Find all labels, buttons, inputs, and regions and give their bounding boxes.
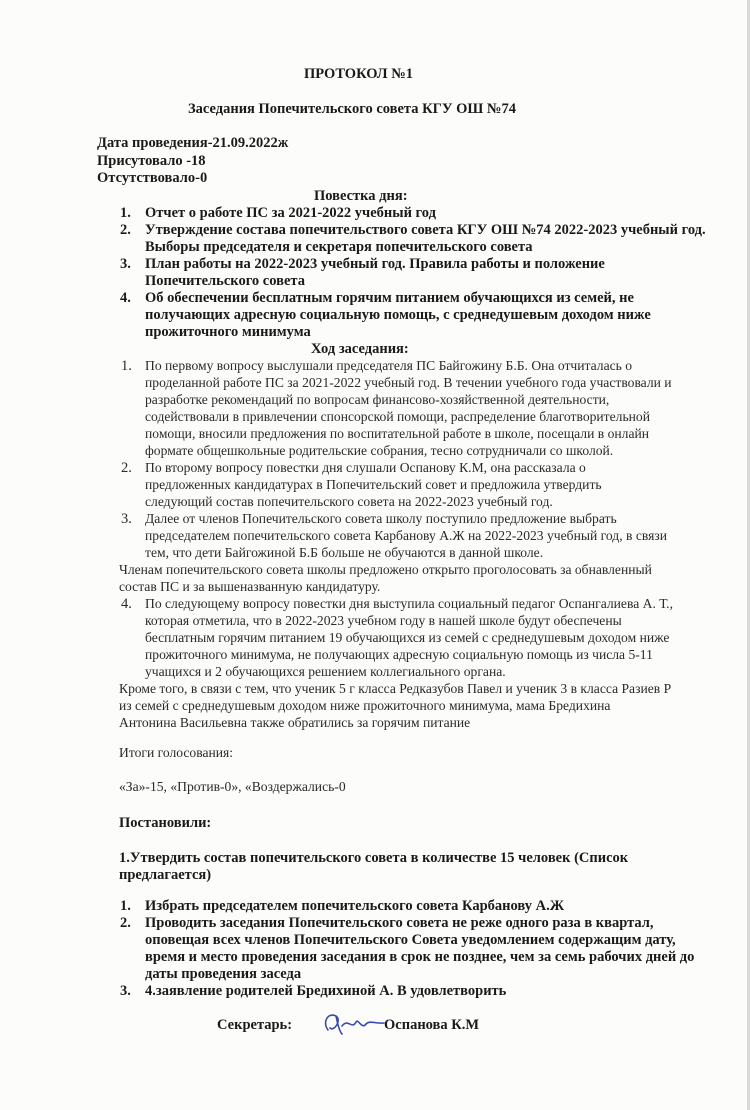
proceedings-item-number: 4. bbox=[121, 596, 132, 612]
proceedings-text: По первому вопросу выслушали председателя ПС Байгожину Б.Б. Она отчиталась о bbox=[145, 358, 633, 373]
proceedings-text: формате общешкольные родительские собрания, тесно сотрудничали со школой. bbox=[145, 443, 614, 458]
proceedings-text: По второму вопросу повестки дня слушали Оспанову К.М, она рассказала о bbox=[145, 460, 586, 475]
besides-paragraph-line: Антонина Васильевна также обратились за горячим питание bbox=[119, 715, 471, 730]
proceedings-text: бесплатным горячим питанием 19 обучающихся из семей с среднедушевым доходом ниже bbox=[145, 630, 670, 645]
resolution-main-line: 1.Утвердить состав попечительского совета в количестве 15 человек (Список bbox=[119, 850, 629, 866]
proceedings-text: которая отметила, что в 2022-2023 учебном году в нашей школе будут обеспечены bbox=[145, 613, 622, 628]
proceedings-text: помощи, вносили предложения по воспитательной работе в школе, посещали в онлайн bbox=[145, 426, 650, 441]
resolution-text: время и место проведения заседания в срок не позднее, чем за семь рабочих дней до bbox=[145, 949, 695, 965]
agenda-item-text: получающих адресную социальную помощь, с среднедушевым доходом ниже bbox=[145, 307, 651, 323]
secretary-name: Оспанова К.М bbox=[384, 1017, 480, 1033]
meeting-date: Дата проведения-21.09.2022ж bbox=[97, 135, 289, 151]
resolved-heading: Постановили: bbox=[119, 815, 212, 831]
signature-mark bbox=[318, 1008, 390, 1040]
absent-count: Отсутствовало-0 bbox=[97, 170, 208, 186]
agenda-item-text: Выборы председателя и секретаря попечительского совета bbox=[145, 239, 533, 255]
proceedings-item-number: 3. bbox=[121, 511, 132, 527]
agenda-item-text: Утверждение состава попечительствого совета КГУ ОШ №74 2022-2023 учебный год. bbox=[145, 222, 706, 238]
document-title: ПРОТОКОЛ №1 bbox=[304, 66, 414, 82]
resolution-text: оповещая всех членов Попечительского Совета уведомлением содержащим дату, bbox=[145, 932, 676, 948]
proceedings-text: Далее от членов Попечительского совета школу поступило предложение выбрать bbox=[145, 511, 617, 526]
proceedings-text: прожиточного минимума, не получающих адресную социальную помощь из числа 5-11 bbox=[145, 647, 653, 662]
proceedings-text: учащихся и 2 обучающихся решением коллегиального органа. bbox=[145, 664, 506, 679]
proceedings-item-number: 2. bbox=[121, 460, 132, 476]
resolution-main-line: предлагается) bbox=[119, 867, 212, 883]
agenda-item-text: прожиточного минимума bbox=[145, 324, 311, 340]
proceedings-heading: Ход заседания: bbox=[311, 341, 409, 357]
proceedings-text: По следующему вопросу повестки дня выступила социальный педагог Оспангалиева А. Т., bbox=[145, 596, 673, 611]
present-count: Присутовало -18 bbox=[97, 153, 206, 169]
voting-heading: Итоги голосования: bbox=[119, 745, 234, 760]
resolution-number: 2. bbox=[120, 915, 131, 931]
agenda-heading: Повестка дня: bbox=[314, 188, 408, 204]
agenda-item-text: Попечительского совета bbox=[145, 273, 305, 289]
proceedings-text: содействовали в привлечении спонсорской помощи, распределение благотворительной bbox=[145, 409, 650, 424]
agenda-item-number: 4. bbox=[120, 290, 131, 306]
besides-paragraph-line: Кроме того, в связи с тем, что ученик 5 г класса Редказубов Павел и ученик 3 в класса Разиев Р bbox=[119, 681, 672, 696]
agenda-item-number: 2. bbox=[120, 222, 131, 238]
voting-result: «За»-15, «Против-0», «Воздержались-0 bbox=[119, 779, 346, 794]
proceedings-text: председателем попечительского совета Карбанову А.Ж на 2022-2023 учебный год, в связи bbox=[145, 528, 668, 543]
resolution-number: 3. bbox=[120, 983, 131, 999]
proceedings-text: следующий состав попечительского совета на 2022-2023 учебный год. bbox=[145, 494, 553, 509]
proceedings-text: тем, что дети Байгожиной Б.Б больше не обучаются в данной школе. bbox=[145, 545, 544, 560]
agenda-item-text: Отчет о работе ПС за 2021-2022 учебный год bbox=[145, 205, 436, 221]
secretary-label: Секретарь: bbox=[217, 1017, 293, 1033]
members-paragraph-line: состав ПС и за вышеназванную кандидатуру. bbox=[119, 579, 381, 594]
proceedings-text: предложенных кандидатурах в Попечительский совет и предложила утвердить bbox=[145, 477, 602, 492]
agenda-item-number: 1. bbox=[120, 205, 131, 221]
resolution-number: 1. bbox=[120, 898, 131, 914]
agenda-item-text: Об обеспечении бесплатным горячим питанием обучающихся из семей, не bbox=[145, 290, 634, 306]
resolution-text: Проводить заседания Попечительского совета не реже одного раза в квартал, bbox=[145, 915, 654, 931]
proceedings-text: разработке рекомендаций по вопросам финансово-хозяйственной деятельности, bbox=[145, 392, 610, 407]
agenda-item-text: План работы на 2022-2023 учебный год. Правила работы и положение bbox=[145, 256, 605, 272]
resolution-text: даты проведения заседа bbox=[145, 966, 302, 982]
resolution-text: 4.заявление родителей Бредихиной А. В удовлетворить bbox=[145, 983, 507, 999]
proceedings-text: проделанной работе ПС за 2021-2022 учебный год. В течении учебного года участвовали и bbox=[145, 375, 672, 390]
besides-paragraph-line: из семей с среднедушевым доходом ниже прожиточного минимума, мама Бредихина bbox=[119, 698, 611, 713]
proceedings-item-number: 1. bbox=[121, 358, 132, 374]
members-paragraph-line: Членам попечительского совета школы предложено открыто проголосовать за обнавленный bbox=[119, 562, 652, 577]
agenda-item-number: 3. bbox=[120, 256, 131, 272]
resolution-text: Избрать председателем попечительского совета Карбанову А.Ж bbox=[145, 898, 565, 914]
document-subtitle: Заседания Попечительского совета КГУ ОШ №74 bbox=[188, 101, 516, 117]
